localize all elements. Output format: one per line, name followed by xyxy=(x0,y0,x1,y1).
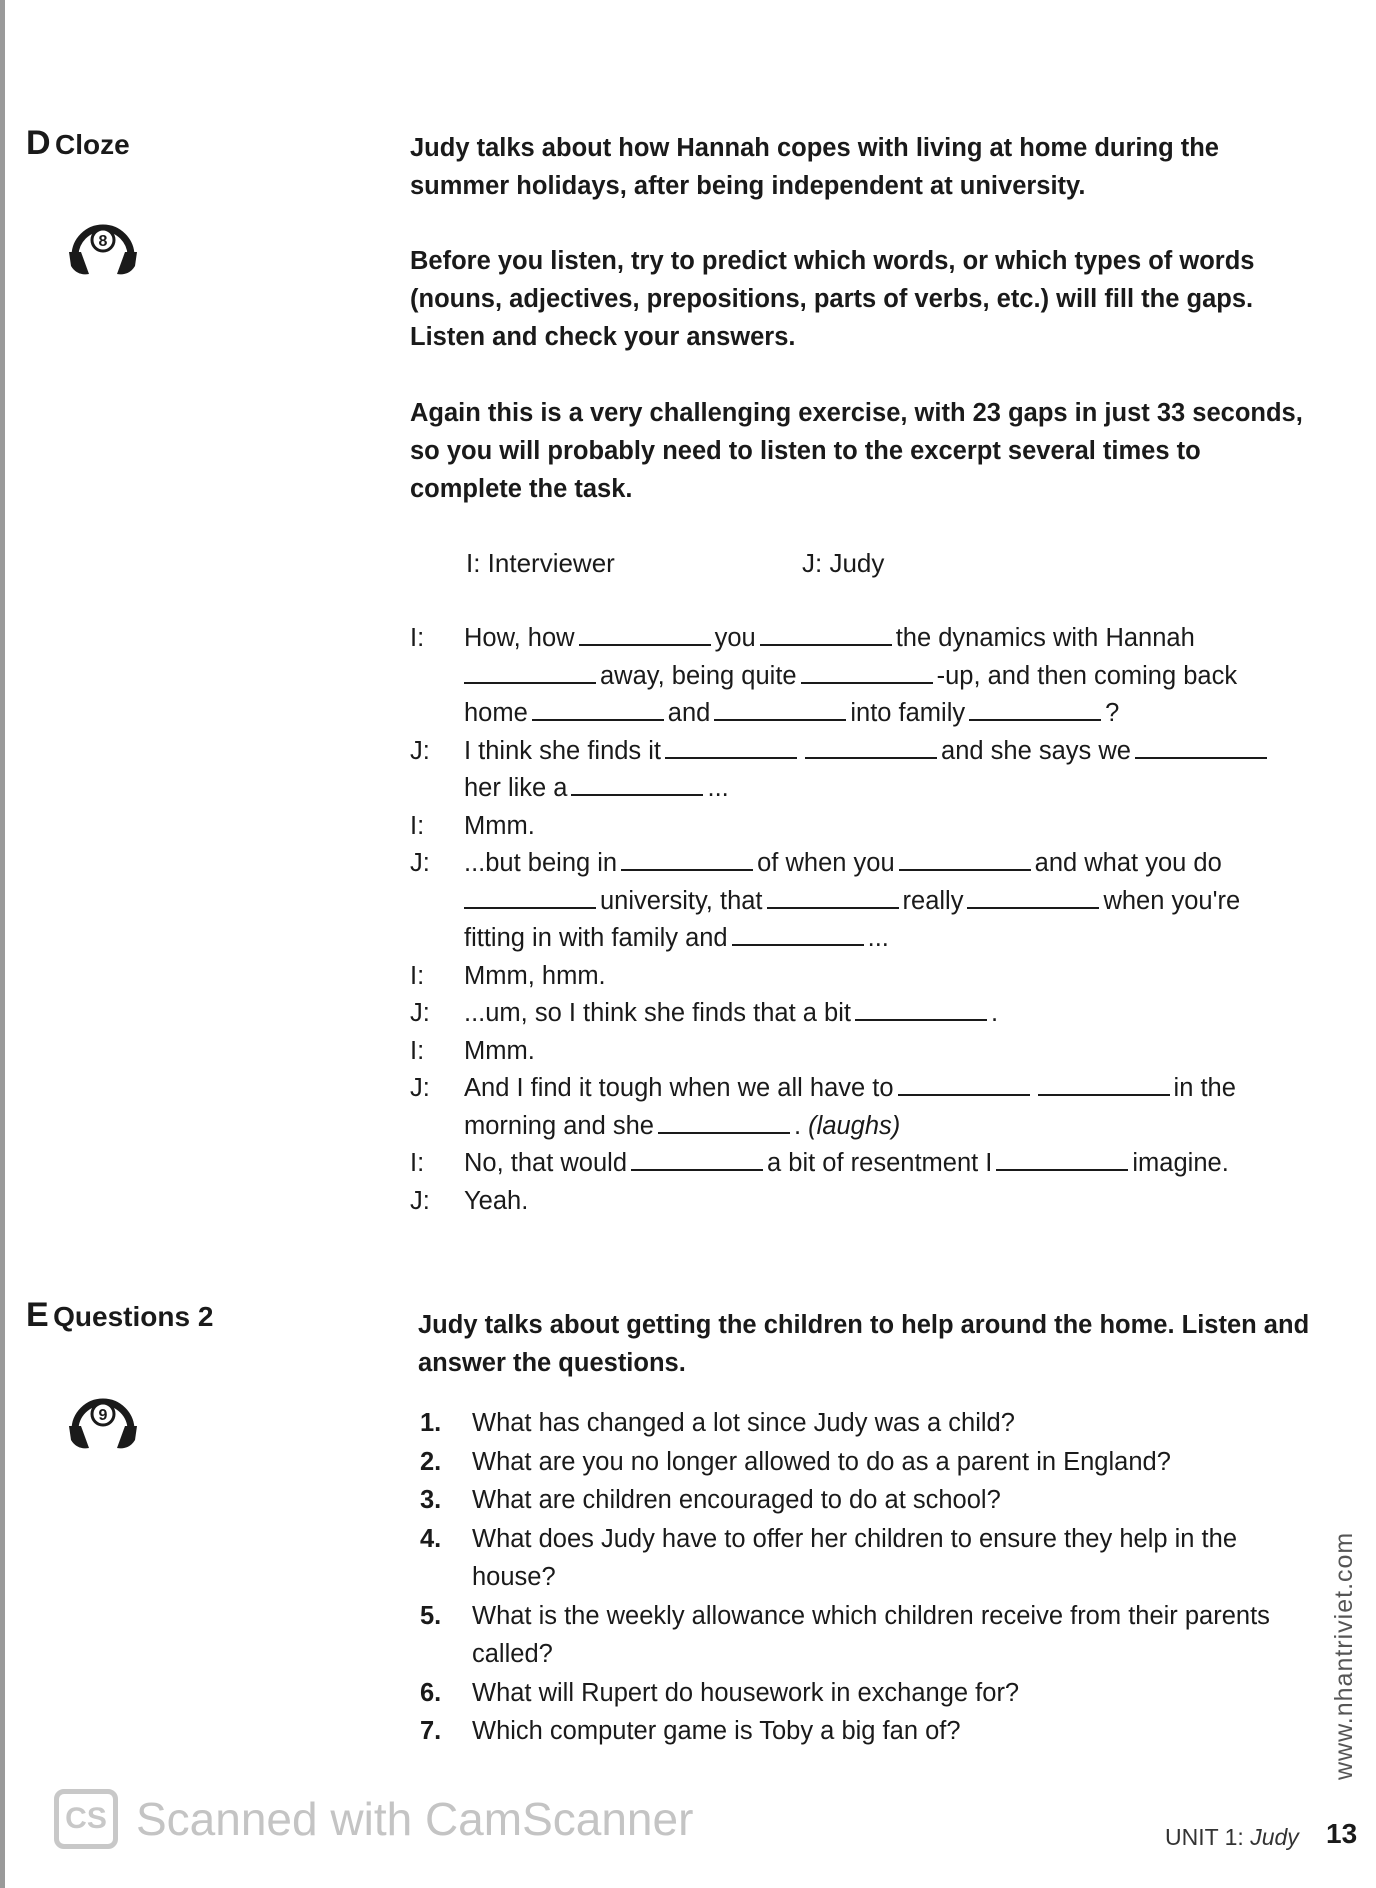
speaker: I: xyxy=(410,811,425,840)
speaker: J: xyxy=(410,1074,430,1102)
question-text: Which computer game is Toby a big fan of? xyxy=(472,1717,961,1745)
gap-blank[interactable] xyxy=(464,662,596,684)
dialogue-line xyxy=(410,770,1310,808)
line-text: ... xyxy=(707,774,729,802)
gap-blank[interactable] xyxy=(969,699,1101,721)
line-text: when you're xyxy=(1103,886,1241,915)
question-number: 3. xyxy=(420,1486,442,1514)
speaker: I: xyxy=(410,961,425,990)
gap-blank[interactable] xyxy=(579,624,711,646)
line-text: away, being quite xyxy=(600,661,797,690)
dialogue-line xyxy=(410,620,1310,658)
line-text: you xyxy=(714,624,756,652)
line-text: How, how xyxy=(464,624,575,652)
unit-label: UNIT 1: xyxy=(1165,1824,1244,1850)
line-text: ... xyxy=(867,924,889,952)
line-text: fitting in with family and xyxy=(464,924,728,952)
line-text: the dynamics with Hannah xyxy=(895,624,1195,652)
section-d-predict: Before you listen, try to predict which words, or which types of words (nouns, adjectives, prepositions, parts of verbs, etc.) will fill the gaps. Listen and check your answers. xyxy=(410,247,1255,351)
headphones-icon xyxy=(67,1390,139,1452)
speaker: J: xyxy=(410,736,430,765)
line-text: in the xyxy=(1173,1074,1236,1102)
gap-blank[interactable] xyxy=(732,924,864,946)
dialogue-line xyxy=(410,845,1310,883)
line-text: . xyxy=(793,1111,802,1140)
gap-blank[interactable] xyxy=(532,699,664,721)
dialogue-line xyxy=(410,883,1310,921)
gap-blank[interactable] xyxy=(760,624,892,646)
website-watermark: www.nhantriviet.com xyxy=(1330,1531,1358,1780)
role-judy: J: Judy xyxy=(802,548,885,578)
section-title: Questions 2 xyxy=(53,1301,214,1332)
speaker: I: xyxy=(410,1149,425,1177)
gap-blank[interactable] xyxy=(805,737,937,759)
question-list xyxy=(410,1404,1310,1751)
dialogue-line xyxy=(410,1108,1310,1146)
dialogue-line xyxy=(410,1033,1310,1071)
dialogue-line xyxy=(410,920,1310,958)
gap-blank[interactable] xyxy=(621,849,753,871)
dialogue-line xyxy=(410,1145,1310,1183)
line-text: Mmm. xyxy=(464,1036,535,1065)
question-text: What will Rupert do housework in exchange for? xyxy=(472,1678,1020,1707)
gap-blank[interactable] xyxy=(767,887,899,909)
track-number: 9 xyxy=(98,1407,108,1424)
speaker: J: xyxy=(410,849,430,877)
question-number: 7. xyxy=(420,1717,442,1745)
section-e-intro: Judy talks about getting the children to help around the home. Listen and answer the questions. xyxy=(418,1311,1310,1377)
cloze-dialogue xyxy=(410,620,1310,1220)
section-e-heading xyxy=(26,1296,213,1335)
dialogue-line xyxy=(410,695,1310,733)
line-text: No, that would xyxy=(464,1149,628,1177)
question-item xyxy=(410,1443,1310,1482)
question-item xyxy=(410,1520,1310,1597)
line-text: ...um, so I think she finds that a bit xyxy=(464,999,851,1027)
camscanner-logo-icon: CS xyxy=(54,1789,118,1849)
dialogue-line xyxy=(410,808,1310,846)
question-number: 4. xyxy=(420,1524,442,1553)
line-text: . xyxy=(990,999,999,1027)
section-d-intro: Judy talks about how Hannah copes with living at home during the summer holidays, after being independent at university. xyxy=(410,134,1219,200)
question-number: 2. xyxy=(420,1447,442,1476)
question-text: What are you no longer allowed to do as a parent in England? xyxy=(472,1447,1171,1476)
question-item xyxy=(410,1674,1310,1713)
speaker: J: xyxy=(410,999,430,1027)
line-text: of when you xyxy=(757,849,895,877)
section-letter: D xyxy=(26,124,51,162)
section-letter: E xyxy=(26,1296,49,1334)
line-text: home xyxy=(464,699,528,727)
dialogue-line xyxy=(410,995,1310,1033)
line-text: -up, and then coming back xyxy=(936,661,1238,690)
line-text: Yeah. xyxy=(464,1186,529,1215)
question-item xyxy=(410,1404,1310,1443)
line-text: ? xyxy=(1105,699,1120,727)
line-text: Mmm, hmm. xyxy=(464,961,606,990)
question-item xyxy=(410,1481,1310,1520)
dialogue-line xyxy=(410,733,1310,771)
role-interviewer: I: Interviewer xyxy=(466,548,615,578)
speaker: I: xyxy=(410,1036,425,1065)
gap-blank[interactable] xyxy=(714,699,846,721)
dialogue-line xyxy=(410,958,1310,996)
question-text: What are children encouraged to do at school? xyxy=(472,1486,1001,1514)
gap-blank[interactable] xyxy=(855,999,987,1021)
question-number: 1. xyxy=(420,1409,442,1437)
headphones-icon xyxy=(67,216,139,278)
dialogue-line xyxy=(410,1070,1310,1108)
unit-name: Judy xyxy=(1250,1824,1299,1850)
gap-blank[interactable] xyxy=(1038,1074,1170,1096)
line-text: and she says we xyxy=(941,736,1131,765)
section-title: Cloze xyxy=(55,129,130,160)
line-text: I think she finds it xyxy=(464,736,662,765)
question-number: 6. xyxy=(420,1678,442,1707)
line-text: and what you do xyxy=(1034,849,1222,877)
track-number: 8 xyxy=(98,233,108,250)
line-text: morning and she xyxy=(464,1111,654,1140)
speaker: I: xyxy=(410,624,425,652)
gap-blank[interactable] xyxy=(631,1149,763,1171)
question-text: What has changed a lot since Judy was a child? xyxy=(472,1409,1015,1437)
gap-blank[interactable] xyxy=(801,662,933,684)
question-text: What does Judy have to offer her children to ensure they help in the house? xyxy=(472,1524,1237,1591)
gap-blank[interactable] xyxy=(1135,737,1267,759)
page-edge xyxy=(0,0,5,1888)
question-text: What is the weekly allowance which children receive from their parents called? xyxy=(472,1601,1270,1668)
line-text: And I find it tough when we all have to xyxy=(464,1074,894,1102)
gap-blank[interactable] xyxy=(658,1112,790,1134)
question-item xyxy=(410,1712,1310,1751)
gap-blank[interactable] xyxy=(996,1149,1128,1171)
line-text: imagine. xyxy=(1132,1149,1229,1177)
gap-blank[interactable] xyxy=(967,887,1099,909)
gap-blank[interactable] xyxy=(665,737,797,759)
footer-unit xyxy=(1165,1824,1299,1851)
question-number: 5. xyxy=(420,1601,442,1630)
camscanner-text: Scanned with CamScanner xyxy=(136,1793,694,1845)
speaker: J: xyxy=(410,1186,430,1215)
gap-blank[interactable] xyxy=(898,1074,1030,1096)
question-item xyxy=(410,1597,1310,1674)
line-text: a bit of resentment I xyxy=(767,1149,993,1177)
line-text: into family xyxy=(850,699,966,727)
gap-blank[interactable] xyxy=(464,887,596,909)
line-text: her like a xyxy=(464,774,568,802)
line-text: and xyxy=(667,699,711,727)
page-number: 13 xyxy=(1326,1818,1358,1849)
gap-blank[interactable] xyxy=(899,849,1031,871)
gap-blank[interactable] xyxy=(571,774,703,796)
line-text: university, that xyxy=(600,886,763,915)
section-d-challenge: Again this is a very challenging exercise, with 23 gaps in just 33 seconds, so you will probably need to listen to the excerpt several times to complete the task. xyxy=(410,399,1303,503)
line-text: really xyxy=(902,886,964,915)
line-text: ...but being in xyxy=(464,849,618,877)
dialogue-line xyxy=(410,1183,1310,1221)
dialogue-line xyxy=(410,658,1310,696)
stage-direction: (laughs) xyxy=(808,1111,901,1140)
line-text: Mmm. xyxy=(464,811,535,840)
camscanner-watermark xyxy=(54,1787,693,1851)
section-d-heading xyxy=(26,124,130,163)
